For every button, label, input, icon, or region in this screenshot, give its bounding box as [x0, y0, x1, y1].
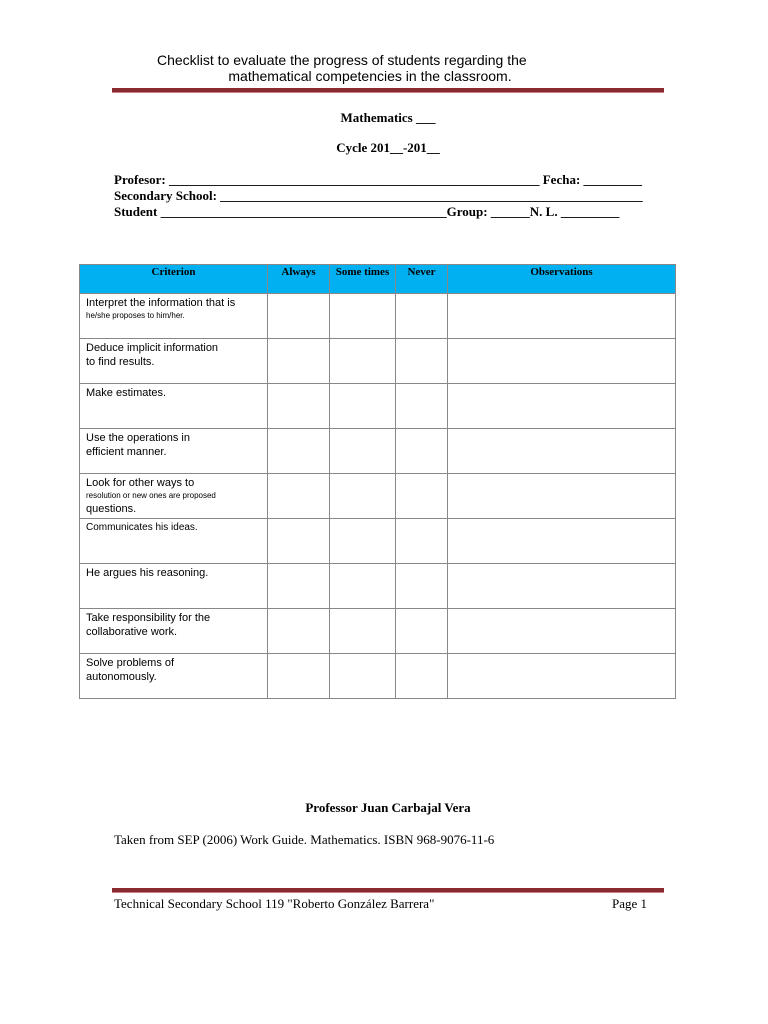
sometimes-cell[interactable] — [330, 654, 396, 699]
criterion-line-1: He argues his reasoning. — [86, 567, 209, 579]
profesor-field: Profesor: _________________________________________________________ Fecha: _________ — [114, 172, 643, 187]
school-field: Secondary School: _________________________________________________________________ — [114, 188, 643, 203]
criterion-line-2: efficient manner. — [86, 446, 167, 458]
observations-cell[interactable] — [448, 429, 676, 474]
criterion-line-2: collaborative work. — [86, 626, 178, 638]
author-name: Professor Juan Carbajal Vera — [305, 800, 471, 815]
observations-cell[interactable] — [448, 654, 676, 699]
always-cell[interactable] — [268, 339, 330, 384]
criterion-cell — [80, 384, 268, 429]
table-row — [80, 474, 676, 519]
table-row — [80, 429, 676, 474]
criterion-line-1: Look for other ways to — [86, 477, 195, 489]
never-cell[interactable] — [396, 294, 448, 339]
observations-cell[interactable] — [448, 339, 676, 384]
sometimes-cell[interactable] — [330, 429, 396, 474]
never-cell[interactable] — [396, 474, 448, 519]
table-header-row — [80, 265, 676, 294]
page-number: Page 1 — [612, 896, 648, 911]
sometimes-cell[interactable] — [330, 339, 396, 384]
criterion-cell — [80, 429, 268, 474]
always-cell[interactable] — [268, 654, 330, 699]
always-cell[interactable] — [268, 564, 330, 609]
sometimes-cell[interactable] — [330, 384, 396, 429]
never-cell[interactable] — [396, 564, 448, 609]
sometimes-cell[interactable] — [330, 564, 396, 609]
criterion-line-1: Communicates his ideas. — [86, 522, 198, 533]
always-header: Always — [268, 265, 330, 294]
criterion-line-2: he/she proposes to him/her. — [86, 311, 185, 320]
criterion-line-2: to find results. — [86, 356, 155, 368]
never-cell[interactable] — [396, 339, 448, 384]
criterion-line-2: autonomously. — [86, 671, 157, 683]
criterion-cell — [80, 339, 268, 384]
always-cell[interactable] — [268, 609, 330, 654]
always-cell[interactable] — [268, 519, 330, 564]
sometimes-cell[interactable] — [330, 474, 396, 519]
sometimes-cell[interactable] — [330, 294, 396, 339]
title-line-2: mathematical competencies in the classroom. — [228, 68, 512, 84]
table-row — [80, 654, 676, 699]
never-cell[interactable] — [396, 609, 448, 654]
criterion-cell — [80, 654, 268, 699]
always-cell[interactable] — [268, 294, 330, 339]
checklist-table — [79, 264, 676, 699]
table-row — [80, 519, 676, 564]
criterion-cell — [80, 609, 268, 654]
never-cell[interactable] — [396, 384, 448, 429]
source-citation: Taken from SEP (2006) Work Guide. Mathematics. ISBN 968-9076-11-6 — [114, 832, 495, 847]
table-row — [80, 339, 676, 384]
cycle-line: Cycle 201__-201__ — [336, 140, 440, 155]
criterion-line-1: Use the operations in — [86, 432, 190, 444]
observations-cell[interactable] — [448, 384, 676, 429]
criterion-line-2: resolution or new ones are proposed — [86, 491, 216, 500]
criterion-cell — [80, 294, 268, 339]
criterion-line-1: Make estimates. — [86, 387, 167, 399]
criterion-cell — [80, 519, 268, 564]
table-row — [80, 564, 676, 609]
always-cell[interactable] — [268, 474, 330, 519]
always-cell[interactable] — [268, 384, 330, 429]
table-row — [80, 294, 676, 339]
observations-cell[interactable] — [448, 519, 676, 564]
footer-school: Technical Secondary School 119 "Roberto González Barrera" — [114, 896, 435, 911]
never-cell[interactable] — [396, 654, 448, 699]
never-cell[interactable] — [396, 519, 448, 564]
observations-cell[interactable] — [448, 474, 676, 519]
criterion-header: Criterion — [80, 265, 268, 294]
never-header: Never — [396, 265, 448, 294]
table-row — [80, 609, 676, 654]
document-title — [110, 52, 630, 84]
criterion-cell — [80, 564, 268, 609]
criterion-line-1: Interpret the information that is — [86, 297, 236, 309]
subject-line: Mathematics ___ — [340, 110, 436, 125]
sometimes-header: Some times — [330, 265, 396, 294]
observations-header: Observations — [448, 265, 676, 294]
criterion-line-1: Take responsibility for the — [86, 612, 211, 624]
sometimes-cell[interactable] — [330, 609, 396, 654]
criterion-line-3: questions. — [86, 503, 137, 515]
criterion-line-1: Deduce implicit information — [86, 342, 219, 354]
student-field: Student ____________________________________________Group: ______N. L. _________ — [114, 204, 620, 219]
footer-rule — [112, 888, 664, 893]
always-cell[interactable] — [268, 429, 330, 474]
never-cell[interactable] — [396, 429, 448, 474]
criterion-cell — [80, 474, 268, 519]
criterion-line-1: Solve problems of — [86, 657, 175, 669]
observations-cell[interactable] — [448, 294, 676, 339]
title-line-1: Checklist to evaluate the progress of students regarding the — [157, 52, 527, 68]
table-row — [80, 384, 676, 429]
observations-cell[interactable] — [448, 564, 676, 609]
sometimes-cell[interactable] — [330, 519, 396, 564]
header-rule — [112, 88, 664, 93]
observations-cell[interactable] — [448, 609, 676, 654]
